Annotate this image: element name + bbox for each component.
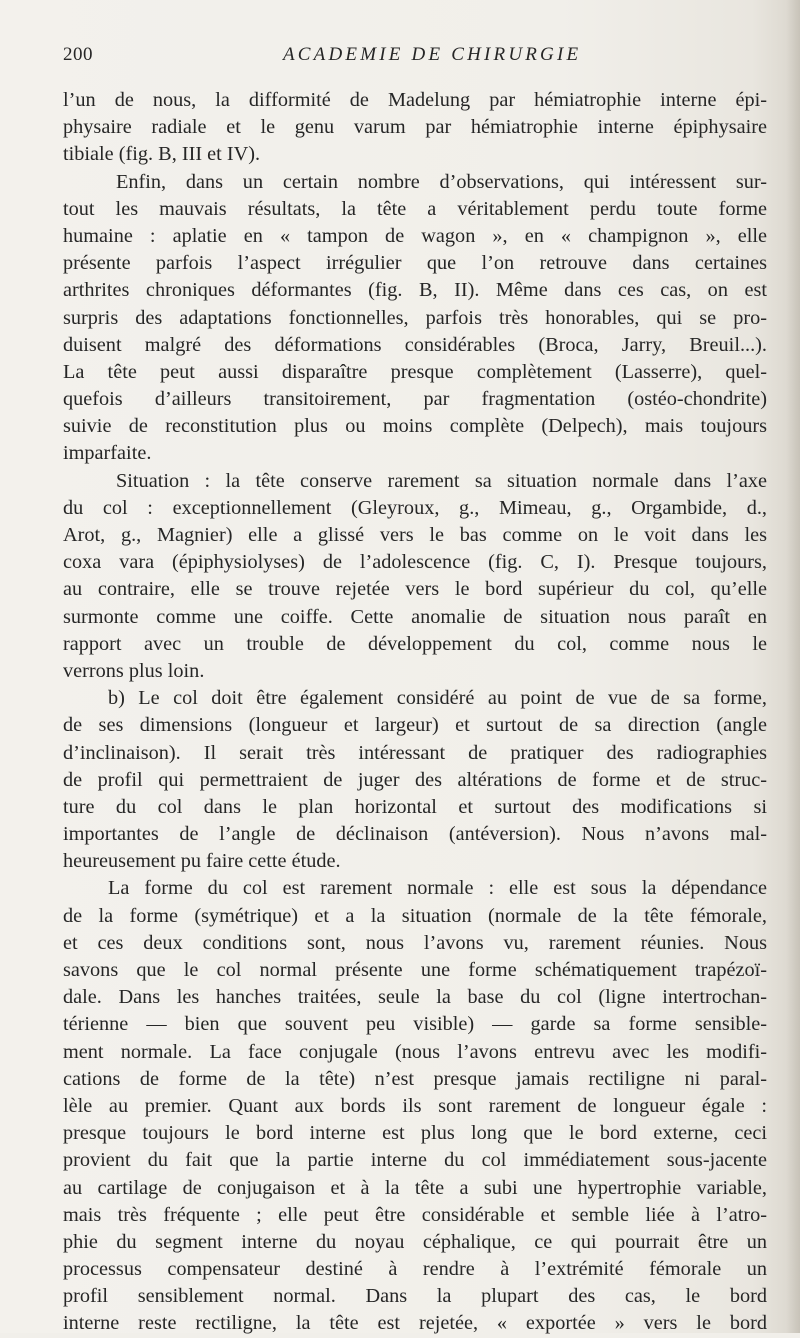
text-line: Enfin, dans un certain nombre d’observations, qui intéressent sur- [116,170,767,193]
text-line: du col : exceptionnellement (Gleyroux, g., Mimeau, g., Orgambide, d., [63,496,767,519]
text-line: Situation : la tête conserve rarement sa situation normale dans l’axe [116,469,767,492]
text-line: importantes de l’angle de déclinaison (antéversion). Nous n’avons mal- [63,823,767,846]
text-line: présente parfois l’aspect irrégulier que l’on retrouve dans certaines [63,252,767,275]
text-line: l’un de nous, la difformité de Madelung par hémiatrophie interne épi- [63,89,767,111]
text-line: Arot, g., Magnier) elle a glissé vers le bas comme on le voit dans les [63,524,767,546]
text-line: provient du fait que la partie interne du col immédiatement sous-jacente [63,1149,767,1172]
text-line: quefois d’ailleurs transitoirement, par fragmentation (ostéo-chondrite) [63,388,767,411]
text-line: lèle au premier. Quant aux bords ils sont rarement de longueur égale : [63,1094,767,1117]
text-line: de ses dimensions (longueur et largeur) et surtout de sa direction (angle [63,714,767,737]
text-line: de profil qui permettraient de juger des altérations de forme et de struc- [63,768,767,791]
page-number: 200 [63,44,93,65]
scan-edge-shadow [786,0,800,1333]
text-line: et ces deux conditions sont, nous l’avons vu, rarement réunies. Nous [63,931,767,954]
text-line: b) Le col doit être également considéré au point de vue de sa forme, [108,687,767,710]
body-text [63,87,767,1338]
text-line: phie du segment interne du noyau céphalique, ce qui pourrait être un [63,1230,767,1253]
text-line: rapport avec un trouble de développement du col, comme nous le [63,632,767,655]
text-line: ment normale. La face conjugale (nous l’avons entrevu avec les modifi- [63,1040,767,1063]
text-line: profil sensiblement normal. Dans la plupart des cas, le bord [63,1285,767,1308]
text-line: physaire radiale et le genu varum par hémiatrophie interne épiphysaire [63,116,767,139]
text-line: cations de forme de la tête) n’est presque jamais rectiligne ni paral- [63,1067,767,1090]
text-line: mais très fréquente ; elle peut être considérable et semble liée à l’atro- [63,1203,767,1226]
text-line: presque toujours le bord interne est plus long que le bord externe, ceci [63,1122,767,1145]
text-line: surmonte comme une coiffe. Cette anomalie de situation nous paraît en [63,605,767,628]
text-line: d’inclinaison). Il serait très intéressant de pratiquer des radiographies [63,741,767,764]
text-line: humaine : aplatie en « tampon de wagon », en « champignon », elle [63,224,767,247]
text-line: ture du col dans le plan horizontal et surtout des modifications si [63,795,767,818]
text-line: verrons plus loin. [63,659,205,682]
text-line: surpris des adaptations fonctionnelles, parfois très honorables, qui se pro- [63,306,767,329]
page-header [63,44,763,70]
text-line: tibiale (fig. B, III et IV). [63,143,261,166]
text-line: arthrites chroniques déformantes (fig. B, II). Même dans ces cas, on est [63,279,767,302]
text-line: La tête peut aussi disparaître presque complètement (Lasserre), quel- [63,360,767,383]
text-line: coxa vara (épiphysiolyses) de l’adolescence (fig. C, I). Presque toujours, [63,551,767,574]
text-line: au cartilage de conjugaison et à la tête a subi une hypertrophie variable, [63,1176,767,1199]
text-line: heureusement pu faire cette étude. [63,850,341,873]
text-line: tout les mauvais résultats, la tête a véritablement perdu toute forme [63,197,767,220]
text-line: suivie de reconstitution plus ou moins complète (Delpech), mais toujours [63,415,767,438]
text-line: La forme du col est rarement normale : elle est sous la dépendance [108,877,767,900]
text-line: duisent malgré des déformations considérables (Broca, Jarry, Breuil...). [63,333,767,356]
text-line: térienne — bien que souvent peu visible) — garde sa forme sensible- [63,1013,767,1036]
text-line: de la forme (symétrique) et a la situation (normale de la tête fémorale, [63,904,767,927]
text-line: interne reste rectiligne, la tête est rejetée, « exportée » vers le bord [63,1312,767,1335]
text-line: dale. Dans les hanches traitées, seule la base du col (ligne intertrochan- [63,986,767,1009]
text-line: processus compensateur destiné à rendre à l’extrémité fémorale un [63,1258,767,1281]
text-line: au contraire, elle se trouve rejetée vers le bord supérieur du col, qu’elle [63,578,767,601]
text-line: imparfaite. [63,442,152,465]
running-head: ACADEMIE DE CHIRURGIE [283,44,582,65]
text-line: savons que le col normal présente une forme schématiquement trapézoï- [63,959,767,981]
